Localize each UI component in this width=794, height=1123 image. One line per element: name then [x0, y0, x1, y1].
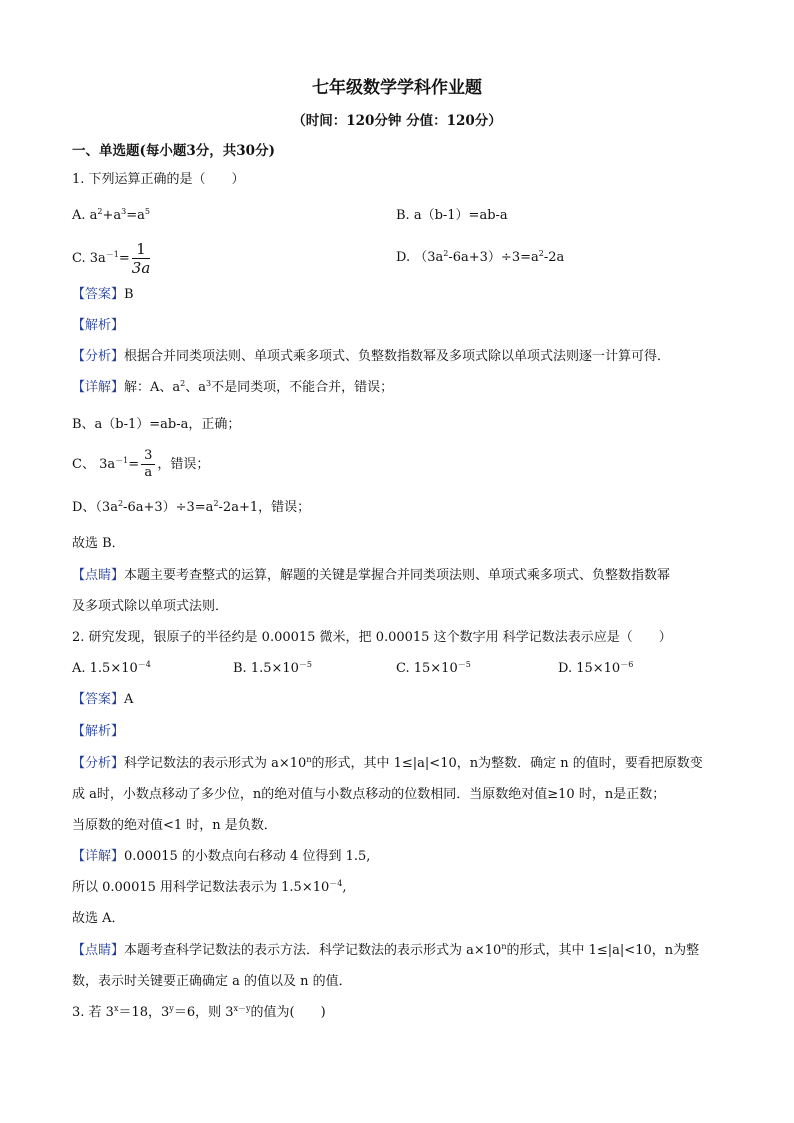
q2-option-b: B. $1.5\times 10^{-5}$ — [233, 660, 313, 676]
q2-analysis-line-3: 当原数的绝对值<1 时，n 是负数． — [72, 818, 277, 833]
q2-jiexi: 【解析】 — [72, 724, 125, 739]
q1-detail-d: D、$(3a^2-6a+3)\div 3=a^2-2a+1$，错误； — [72, 499, 311, 515]
question-1-stem: 1. 下列运算正确的是（ ） — [72, 172, 245, 187]
q1-option-d: D. $(3a^2-6a+3)\div 3=a^2-2a$ — [396, 249, 565, 265]
q1-choose: 故选 B． — [72, 536, 125, 551]
q1-option-a: A. $a^2+a^3=a^5$ — [72, 207, 150, 223]
q2-option-d: D. $15\times 10^{-6}$ — [558, 660, 634, 676]
q2-answer: 【答案】A — [72, 692, 134, 707]
q2-analysis-line-2: 成 a时，小数点移动了多少位，n的绝对值与小数点移动的位数相同．当原数绝对值≥10 时，n是正数； — [72, 787, 666, 802]
section-heading: 一、单选题(每小题3分，共30分) — [72, 143, 275, 159]
q2-option-c: C. $15\times 10^{-5}$ — [396, 660, 471, 676]
q2-comment-line-2: 数，表示时关键要正确确定 a 的值以及 n 的值． — [72, 974, 352, 989]
q1-comment-line-1: 【点睛】本题主要考查整式的运算，解题的关键是掌握合并同类项法则、单项式乘多项式、负整数指数幂 — [72, 568, 671, 583]
q2-option-a: A. $1.5\times 10^{-4}$ — [72, 660, 151, 676]
q1-answer: 【答案】B — [72, 287, 134, 302]
q2-choose: 故选 A． — [72, 911, 125, 926]
page-title: 七年级数学学科作业题 — [312, 78, 482, 98]
fraction: $\frac{1}{3a}$ — [131, 240, 151, 277]
q1-detail-a: 【详解】解：A、$a^2$、$a^3$不是同类项，不能合并，错误； — [72, 379, 394, 395]
q1-detail-b: B、a（b-1）=ab-a，正确； — [72, 417, 241, 432]
q1-detail-c: C、 $3a^{-1}=$ $\frac{3}{a}$ ，错误； — [72, 448, 210, 480]
q1-option-c: C. $3a^{-1}=$ $\frac{1}{3a}$ — [72, 240, 151, 277]
fraction: $\frac{3}{a}$ — [141, 448, 155, 481]
q1-analysis: 【分析】根据合并同类项法则、单项式乘多项式、负整数指数幂及多项式除以单项式法则逐一计算可得． — [72, 349, 671, 364]
q2-detail-line-2: 所以 0.00015 用科学记数法表示为 $1.5\times 10^{-4}$, — [72, 879, 347, 895]
q2-analysis-line-1: 【分析】科学记数法的表示形式为 $a\times 10^n$的形式，其中 1≤|a|<10，n为整数．确定 n 的值时，要看把原数变 — [72, 755, 703, 771]
q1-comment-line-2: 及多项式除以单项式法则． — [72, 599, 229, 614]
q2-comment-line-1: 【点睛】本题考查科学记数法的表示方法．科学记数法的表示形式为 $a\times 10^n$的形式，其中 1≤|a|<10，n为整 — [72, 942, 700, 958]
q1-jiexi: 【解析】 — [72, 318, 125, 333]
page-subtitle: （时间：120分钟 分值：120分） — [292, 113, 502, 129]
question-3-stem: 3. 若 $3^x=18$，$3^y=6$，则 $3^{x-y}$的值为( ) — [72, 1004, 326, 1020]
q1-option-b: B. a（b-1）=ab-a — [396, 208, 508, 223]
q2-detail-line-1: 【详解】0.00015 的小数点向右移动 4 位得到 1.5, — [72, 849, 371, 864]
question-2-stem: 2. 研究发现，银原子的半径约是 0.00015 微米，把 0.00015 这个数字用 科学记数法表示应是（ ） — [72, 630, 672, 645]
